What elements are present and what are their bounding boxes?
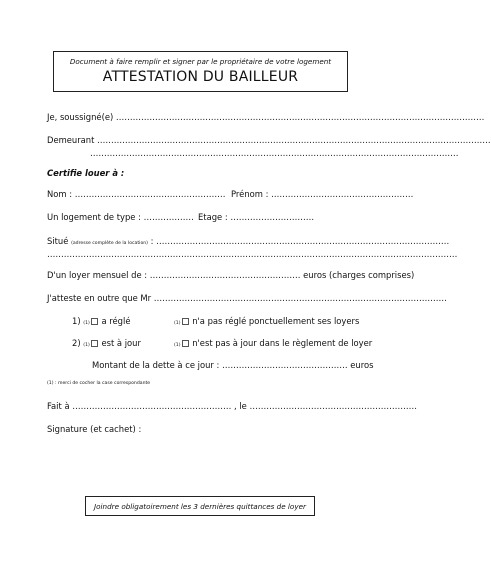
certifie-heading: Certifie louer à : — [47, 168, 125, 178]
checkbox-icon[interactable] — [182, 318, 189, 325]
option-2a[interactable] — [72, 338, 141, 348]
loyer-field[interactable]: D'un loyer mensuel de : ……………………………………………… euros (charges comprises) — [47, 270, 415, 280]
option-1a-note: (1) — [83, 321, 90, 326]
dette-field[interactable]: Montant de la dette à ce jour : ……………………………………… euros — [92, 360, 374, 370]
option-2b[interactable] — [174, 338, 372, 348]
option-1b[interactable] — [174, 316, 359, 326]
soussigne-field[interactable]: Je, soussigné(e) …………………………………………………………………………………………………………………… — [47, 112, 485, 122]
option-1a-label: a réglé — [101, 316, 131, 326]
demeurant-field[interactable]: Demeurant …………………………………………………………………………………………………………………………… — [47, 135, 491, 145]
situe-label: Situé — [47, 236, 69, 246]
prenom-field[interactable]: Prénom : …………………………………………… — [231, 189, 414, 199]
logement-type-field[interactable]: Un logement de type : ……………… — [47, 212, 194, 222]
nom-field[interactable]: Nom : ……………………………………………… — [47, 189, 226, 199]
etage-field[interactable]: Etage : ………………………… — [198, 212, 315, 222]
option-2b-label: n'est pas à jour dans le règlement de loyer — [192, 338, 373, 348]
situe-note: (adresse complète de la location) — [71, 241, 148, 246]
option-2b-note: (1) — [174, 343, 181, 348]
option-2a-label: est à jour — [101, 338, 141, 348]
page-title: ATTESTATION DU BAILLEUR — [102, 69, 299, 85]
checkbox-icon[interactable] — [91, 318, 98, 325]
option-2-number: 2) — [72, 338, 81, 348]
demeurant-continuation[interactable]: …………………………………………………………………………………………………………………… — [90, 148, 459, 158]
fait-field[interactable]: Fait à ………………………………………………… , le …………………………………………………… — [47, 401, 417, 411]
checkbox-icon[interactable] — [91, 340, 98, 347]
footer-note: Joindre obligatoirement les 3 dernières quittances de loyer — [94, 502, 306, 511]
header-box — [53, 51, 348, 92]
situe-continuation[interactable]: ………………………………………………………………………………………………………………………………… — [47, 249, 458, 259]
header-subtitle: Document à faire remplir et signer par le propriétaire de votre logement — [69, 57, 332, 66]
option-1-number: 1) — [72, 316, 81, 326]
situe-dots: : …………………………………………………………………………………………… — [150, 236, 450, 246]
footer-box — [85, 496, 315, 516]
option-1b-label: n'a pas réglé ponctuellement ses loyers — [192, 316, 360, 326]
option-2a-note: (1) — [83, 343, 90, 348]
checkbox-icon[interactable] — [182, 340, 189, 347]
option-1a[interactable] — [72, 316, 130, 326]
signature-field[interactable]: Signature (et cachet) : — [47, 424, 142, 434]
footnote: (1) : merci de cocher la case correspondante — [47, 381, 151, 386]
atteste-field[interactable]: J'atteste en outre que Mr …………………………………………………………………………………………… — [47, 293, 447, 303]
option-1b-note: (1) — [174, 321, 181, 326]
situe-field[interactable] — [47, 236, 449, 246]
